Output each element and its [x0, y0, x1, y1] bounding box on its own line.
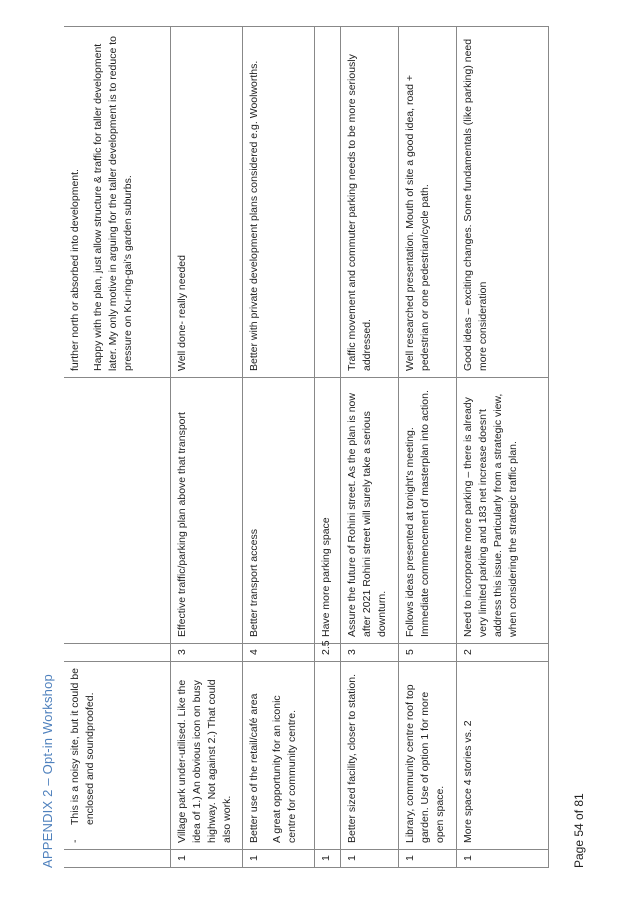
comment-cell: More space 4 stories vs. 2: [456, 662, 548, 850]
response-text: Happy with the plan, just allow structure & traffic for taller development later. My only motive in arguing for the taller development is to reduce to pressure on Ku-ring-gai's garden suburbs.: [92, 35, 134, 371]
table-row: [170, 27, 242, 868]
response-cell: Well done- really needed: [170, 27, 242, 378]
comment-cell: [242, 662, 314, 850]
score-cell: 5: [398, 644, 456, 662]
comment-cell: - This is a noisy site, but it could be enclosed and soundproofed.: [64, 662, 170, 850]
row-number: 1: [398, 850, 456, 868]
score-cell: 2.5: [314, 644, 340, 662]
response-text: further north or absorbed into development.: [69, 169, 81, 371]
issue-cell: Have more parking space: [314, 378, 340, 644]
table-row: [314, 27, 340, 868]
table-row: [456, 27, 548, 868]
comment-text: A great opportunity for an iconic centre for community centre.: [270, 695, 298, 843]
table-row: [340, 27, 398, 868]
score-cell: 3: [340, 644, 398, 662]
score-cell: 4: [242, 644, 314, 662]
row-number: 1: [314, 850, 340, 868]
response-cell: Better with private development plans considered e.g. Woolworths.: [242, 27, 314, 378]
table-row: [64, 27, 170, 868]
row-number: [64, 850, 170, 868]
row-number: 1: [340, 850, 398, 868]
row-number: 1: [170, 850, 242, 868]
score-cell: 3: [170, 644, 242, 662]
row-number: 1: [242, 850, 314, 868]
response-cell: Good ideas – exciting changes. Some fundamentals (like parking) need more consideration: [456, 27, 548, 378]
score-cell: 2: [456, 644, 548, 662]
comment-cell: Village park under-utilised. Like the idea of 1.) An obvious icon on busy highway. Not against 2.) That could also work.: [170, 662, 242, 850]
row-number: 1: [456, 850, 548, 868]
table-row: [242, 27, 314, 868]
page-number: Page 54 of 81: [572, 793, 586, 868]
issue-cell: Assure the future of Rohini street. As the plan is now after 2021 Rohini street will surely take a serious downturn.: [340, 378, 398, 644]
table-row: [398, 27, 456, 868]
issue-cell: Effective traffic/parking plan above that transport: [170, 378, 242, 644]
comment-cell: Library, community centre roof top garden. Use of option 1 for more open space.: [398, 662, 456, 850]
comment-cell: [314, 662, 340, 850]
score-cell: [64, 644, 170, 662]
workshop-feedback-table: [64, 26, 549, 868]
issue-cell: [64, 378, 170, 644]
appendix-header: APPENDIX 2 – Opt-in Workshop: [40, 674, 55, 868]
response-cell: Traffic movement and commuter parking needs to be more seriously addressed.: [340, 27, 398, 378]
response-cell: [64, 27, 170, 378]
response-cell: Well researched presentation. Mouth of site a good idea, road + pedestrian or one pedestrian/cycle path.: [398, 27, 456, 378]
comment-text: Better use of the retail/café area: [247, 693, 260, 843]
response-cell: [314, 27, 340, 378]
issue-cell: Better transport access: [242, 378, 314, 644]
issue-cell: Follows ideas presented at tonight's meeting. Immediate commencement of masterplan into action.: [398, 378, 456, 644]
comment-text: This is a noisy site, but it could be enclosed and soundproofed.: [69, 668, 96, 825]
comment-cell: Better sized facility, closer to station.: [340, 662, 398, 850]
issue-cell: Need to incorporate more parking – there is already very limited parking and 183 net increase doesn't address this issue. Particularly from a strategic view, when considering the strategic traffic plan.: [456, 378, 548, 644]
